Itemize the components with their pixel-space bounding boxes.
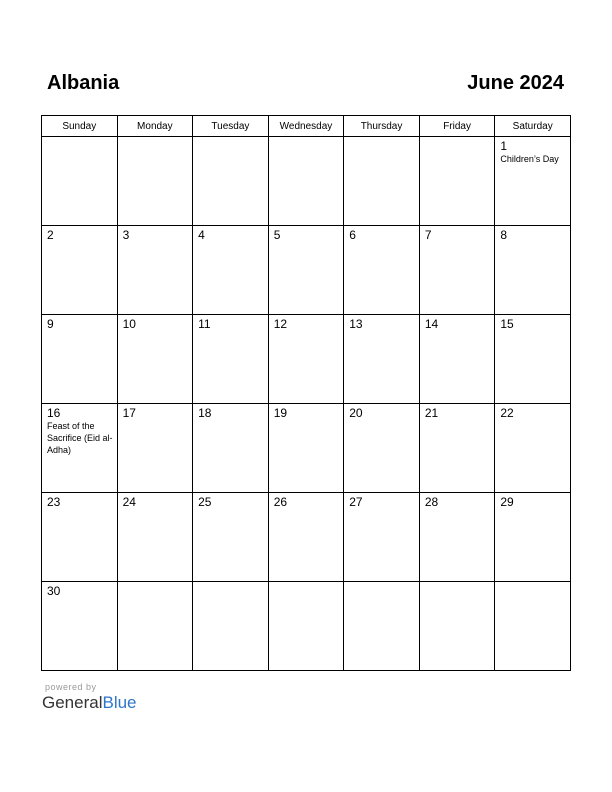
day-number: 11 <box>198 317 211 331</box>
holiday-label <box>269 585 344 586</box>
month-year-title: June 2024 <box>467 72 564 94</box>
day-cell <box>495 226 571 315</box>
day-number: 29 <box>500 495 514 509</box>
day-number: 3 <box>122 228 130 242</box>
day-number: 27 <box>349 495 363 509</box>
day-cell <box>268 226 344 315</box>
calendar-grid <box>41 115 571 671</box>
day-number: 14 <box>424 317 439 331</box>
holiday-label <box>495 585 570 586</box>
day-cell <box>193 315 269 404</box>
week-row <box>42 226 571 315</box>
weekday-sunday: Sunday <box>42 116 118 137</box>
weekday-saturday: Saturday <box>495 116 571 137</box>
day-number: 30 <box>47 584 61 598</box>
day-number: 8 <box>500 228 508 242</box>
weekday-monday: Monday <box>117 116 193 137</box>
weekday-friday: Friday <box>419 116 495 137</box>
day-cell <box>495 493 571 582</box>
day-number: 19 <box>273 406 288 420</box>
day-cell <box>344 404 420 493</box>
day-cell <box>42 315 118 404</box>
day-cell <box>268 582 344 671</box>
day-number: 21 <box>424 406 439 420</box>
day-number: 25 <box>198 495 212 509</box>
holiday-label <box>420 585 495 586</box>
country-title: Albania <box>47 72 120 94</box>
day-number: 10 <box>122 317 136 331</box>
logo-blue-text: Blue <box>102 693 137 712</box>
holiday-label: Feast of the Sacrifice (Eid al-Adha) <box>47 421 113 455</box>
weekday-tuesday: Tuesday <box>193 116 269 137</box>
holiday-label <box>193 140 268 141</box>
week-row <box>42 404 571 493</box>
day-cell <box>193 404 269 493</box>
day-cell <box>42 137 118 226</box>
day-cell <box>42 493 118 582</box>
day-cell <box>495 404 571 493</box>
week-row <box>42 582 571 671</box>
day-cell <box>117 404 193 493</box>
day-cell <box>344 226 420 315</box>
day-cell <box>495 137 571 226</box>
holiday-label <box>42 140 117 141</box>
holiday-label: Children’s Day <box>500 154 559 164</box>
day-number: 5 <box>273 228 281 242</box>
day-cell <box>268 404 344 493</box>
day-cell <box>42 582 118 671</box>
holiday-label <box>118 140 193 141</box>
day-number: 12 <box>273 317 288 331</box>
holiday-label <box>269 140 344 141</box>
day-cell <box>117 315 193 404</box>
holiday-label <box>344 585 419 586</box>
day-number: 22 <box>500 406 514 420</box>
day-number: 17 <box>122 406 136 420</box>
day-cell <box>42 404 118 493</box>
day-number: 16 <box>47 406 61 420</box>
day-cell <box>268 137 344 226</box>
day-cell <box>419 315 495 404</box>
holiday-label <box>344 140 419 141</box>
powered-by-label: powered by <box>45 682 97 692</box>
day-cell <box>42 226 118 315</box>
weekday-wednesday: Wednesday <box>268 116 344 137</box>
weekday-thursday: Thursday <box>344 116 420 137</box>
day-cell <box>193 226 269 315</box>
day-number: 24 <box>122 495 136 509</box>
day-number: 28 <box>424 495 439 509</box>
day-number: 23 <box>47 495 61 509</box>
day-number: 9 <box>47 317 54 331</box>
week-row <box>42 137 571 226</box>
day-number: 7 <box>424 228 432 242</box>
day-cell <box>344 137 420 226</box>
day-cell <box>344 582 420 671</box>
holiday-label <box>420 140 495 141</box>
day-cell <box>419 493 495 582</box>
day-cell <box>117 137 193 226</box>
day-number: 2 <box>47 228 54 242</box>
day-number: 15 <box>500 317 514 331</box>
generalblue-logo[interactable] <box>42 693 137 713</box>
day-cell <box>117 493 193 582</box>
day-cell <box>419 404 495 493</box>
day-number: 20 <box>349 406 363 420</box>
day-cell <box>193 137 269 226</box>
holiday-label <box>118 585 193 586</box>
day-cell <box>117 582 193 671</box>
day-number: 6 <box>349 228 356 242</box>
day-cell <box>193 493 269 582</box>
day-number: 26 <box>273 495 288 509</box>
day-cell <box>495 315 571 404</box>
holiday-label <box>193 585 268 586</box>
logo-general-text: General <box>42 693 103 712</box>
day-cell <box>419 137 495 226</box>
week-row <box>42 315 571 404</box>
day-cell <box>268 315 344 404</box>
day-number: 18 <box>198 406 212 420</box>
day-number: 1 <box>500 139 508 153</box>
day-cell <box>117 226 193 315</box>
day-cell <box>193 582 269 671</box>
weekday-header-row <box>42 116 571 137</box>
day-cell <box>495 582 571 671</box>
day-cell <box>268 493 344 582</box>
week-row <box>42 493 571 582</box>
day-cell <box>344 315 420 404</box>
day-cell <box>419 226 495 315</box>
day-number: 13 <box>349 317 363 331</box>
day-cell <box>419 582 495 671</box>
day-number: 4 <box>198 228 205 242</box>
day-cell <box>344 493 420 582</box>
